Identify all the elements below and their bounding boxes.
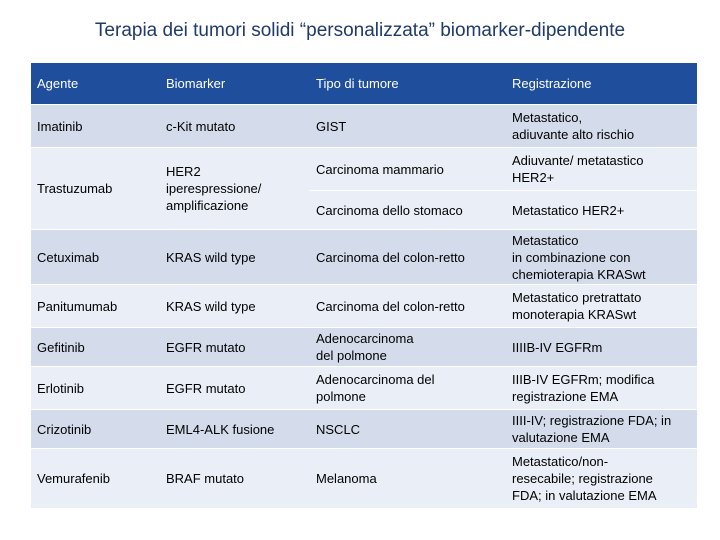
- header-biomarker: Biomarker: [160, 63, 310, 105]
- cell-registration: IIIIB-IV EGFRm: [506, 328, 697, 367]
- table-row: [31, 230, 697, 285]
- header-tipo-di-tumore: Tipo di tumore: [310, 63, 506, 105]
- cell-tumor: GIST: [310, 105, 506, 148]
- cell-registration: Metastatico in combinazione con chemioterapia KRASwt: [506, 230, 697, 285]
- cell-agent: Vemurafenib: [31, 449, 160, 509]
- cell-registration: IIII-IV; registrazione FDA; in valutazione EMA: [506, 410, 697, 449]
- cell-tumor: Adenocarcinoma del polmone: [310, 328, 506, 367]
- cell-biomarker: KRAS wild type: [160, 285, 310, 328]
- cell-biomarker: c-Kit mutato: [160, 105, 310, 148]
- table-row: [31, 328, 697, 367]
- cell-agent: Erlotinib: [31, 367, 160, 410]
- cell-agent: Imatinib: [31, 105, 160, 148]
- table-row: [31, 410, 697, 449]
- cell-tumor: Carcinoma del colon-retto: [310, 230, 506, 285]
- cell-tumor: Carcinoma mammario: [310, 148, 506, 191]
- cell-biomarker: HER2 iperespressione/ amplificazione: [160, 148, 310, 230]
- cell-tumor: NSCLC: [310, 410, 506, 449]
- cell-agent: Crizotinib: [31, 410, 160, 449]
- cell-biomarker: EGFR mutato: [160, 367, 310, 410]
- cell-registration: Metastatico HER2+: [506, 191, 697, 230]
- header-agente: Agente: [31, 63, 160, 105]
- cell-tumor: Carcinoma dello stomaco: [310, 191, 506, 230]
- cell-tumor: Melanoma: [310, 449, 506, 509]
- table-row: [31, 285, 697, 328]
- cell-registration: Metastatico/non- resecabile; registrazione FDA; in valutazione EMA: [506, 449, 697, 509]
- cell-biomarker: BRAF mutato: [160, 449, 310, 509]
- table-row: [31, 105, 697, 148]
- header-registrazione: Registrazione: [506, 63, 697, 105]
- cell-registration: Metastatico, adiuvante alto rischio: [506, 105, 697, 148]
- cell-agent: Cetuximab: [31, 230, 160, 285]
- table-row: [31, 367, 697, 410]
- cell-registration: IIIB-IV EGFRm; modifica registrazione EMA: [506, 367, 697, 410]
- table-header-row: [31, 63, 697, 105]
- cell-biomarker: EGFR mutato: [160, 328, 310, 367]
- cell-agent: Trastuzumab: [31, 148, 160, 230]
- cell-agent: Panitumumab: [31, 285, 160, 328]
- table-row: [31, 449, 697, 509]
- cell-tumor: Adenocarcinoma del polmone: [310, 367, 506, 410]
- cell-biomarker: KRAS wild type: [160, 230, 310, 285]
- cell-tumor: Carcinoma del colon-retto: [310, 285, 506, 328]
- table-row: [31, 148, 697, 191]
- cell-biomarker: EML4-ALK fusione: [160, 410, 310, 449]
- cell-registration: Adiuvante/ metatastico HER2+: [506, 148, 697, 191]
- cell-agent: Gefitinib: [31, 328, 160, 367]
- page-title: Terapia dei tumori solidi “personalizzata” biomarker-dipendente: [94, 20, 626, 41]
- cell-registration: Metastatico pretrattato monoterapia KRASwt: [506, 285, 697, 328]
- therapy-table: [31, 63, 697, 509]
